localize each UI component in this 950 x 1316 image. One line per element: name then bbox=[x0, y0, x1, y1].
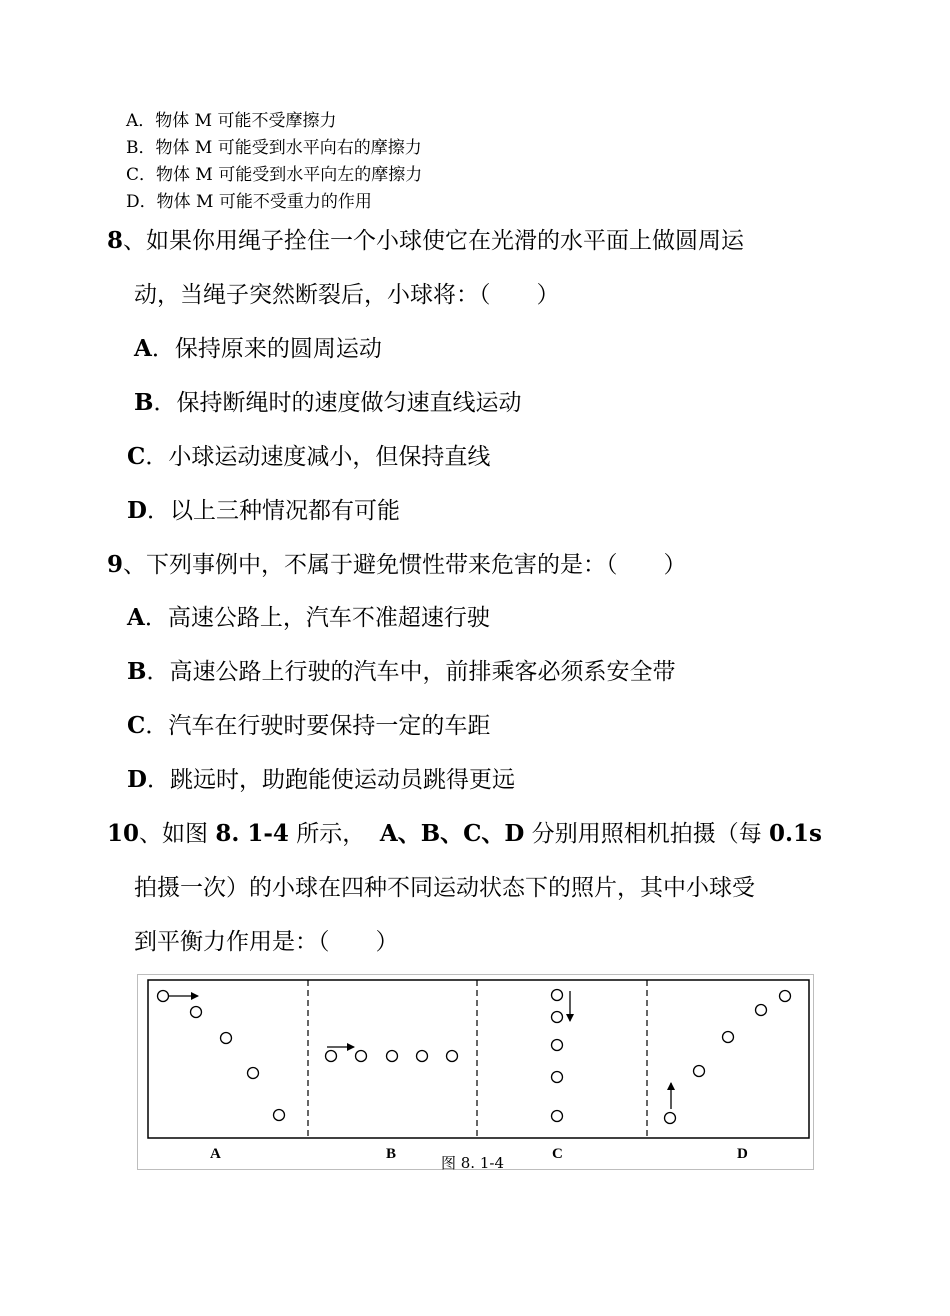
question-text: 、如果你用绳子拴住一个小球使它在光滑的水平面上做圆周运 bbox=[123, 228, 745, 254]
ball bbox=[221, 1033, 232, 1044]
q9-stem-line1 bbox=[107, 546, 687, 579]
q7-option-d bbox=[126, 187, 372, 212]
q9-option-d bbox=[127, 761, 515, 794]
ball bbox=[694, 1066, 705, 1077]
option-letter: B bbox=[126, 138, 139, 158]
option-text: ．高速公路上，汽车不准超速行驶 bbox=[144, 605, 490, 631]
interval-value: 0.1s bbox=[769, 820, 822, 847]
option-text: ．以上三种情况都有可能 bbox=[146, 498, 400, 524]
q9-option-a bbox=[127, 599, 490, 632]
panel-label-c: C bbox=[552, 1146, 563, 1162]
option-letter: C bbox=[127, 712, 146, 739]
option-letter: B bbox=[134, 389, 154, 416]
ball bbox=[552, 1072, 563, 1083]
option-text: ．物体 M 可能受到水平向左的摩擦力 bbox=[139, 165, 423, 185]
option-text: ．保持原来的圆周运动 bbox=[151, 336, 382, 362]
q8-option-c bbox=[127, 438, 490, 471]
q8-option-d bbox=[127, 492, 400, 525]
q10-stem-line2: 拍摄一次）的小球在四种不同运动状态下的照片，其中小球受 bbox=[134, 875, 755, 901]
q9-option-b bbox=[127, 653, 675, 686]
ball bbox=[723, 1032, 734, 1043]
q8-option-a bbox=[134, 330, 382, 363]
panel-c bbox=[552, 990, 571, 1122]
ball bbox=[780, 991, 791, 1002]
option-letters: A、B、C、D bbox=[379, 820, 525, 847]
question-number: 10 bbox=[107, 820, 140, 847]
option-text: ．跳远时，助跑能使运动员跳得更远 bbox=[146, 767, 515, 793]
ball bbox=[552, 1012, 563, 1023]
option-text: ．小球运动速度减小，但保持直线 bbox=[145, 444, 491, 470]
ball bbox=[191, 1007, 202, 1018]
q10-stem-line3: 到平衡力作用是：（ ） bbox=[134, 929, 399, 955]
ball bbox=[756, 1005, 767, 1016]
ball bbox=[356, 1051, 367, 1062]
ball bbox=[552, 990, 563, 1001]
question-text: 、下列事例中，不属于避免惯性带来危害的是：（ ） bbox=[123, 552, 687, 578]
question-text: 所示， bbox=[288, 821, 366, 847]
panel-label-a: A bbox=[210, 1146, 221, 1162]
option-letter: C bbox=[126, 165, 140, 185]
option-letter: A bbox=[126, 111, 139, 131]
q7-option-c bbox=[126, 160, 422, 185]
figure-caption: 图 8. 1-4 bbox=[441, 1154, 505, 1171]
option-text: ．物体 M 可能受到水平向右的摩擦力 bbox=[138, 138, 422, 158]
q8-option-b bbox=[134, 384, 521, 417]
question-number: 8 bbox=[107, 227, 124, 254]
q10-stem-line1 bbox=[107, 815, 822, 848]
panel-a bbox=[158, 991, 285, 1121]
q9-option-c bbox=[127, 707, 490, 740]
q8-stem-line2: 动，当绳子突然断裂后，小球将：（ ） bbox=[134, 282, 560, 308]
ball bbox=[158, 991, 169, 1002]
option-text: ．高速公路上行驶的汽车中，前排乘客必须系安全带 bbox=[146, 659, 676, 685]
option-letter: D bbox=[126, 192, 140, 212]
ball bbox=[417, 1051, 428, 1062]
option-letter: A bbox=[127, 604, 145, 631]
question-text: 分别用照相机拍摄（每 bbox=[524, 821, 770, 847]
ball bbox=[552, 1111, 563, 1122]
ball bbox=[447, 1051, 458, 1062]
panel-label-b: B bbox=[386, 1146, 397, 1162]
option-text: ．物体 M 可能不受摩擦力 bbox=[138, 111, 337, 131]
panel-b bbox=[326, 1047, 458, 1062]
question-number: 9 bbox=[107, 551, 124, 578]
ball bbox=[326, 1051, 337, 1062]
ball bbox=[387, 1051, 398, 1062]
ball bbox=[274, 1110, 285, 1121]
option-text: ．物体 M 可能不受重力的作用 bbox=[139, 192, 372, 212]
q8-stem-line1 bbox=[107, 222, 744, 255]
ball bbox=[248, 1068, 259, 1079]
option-letter: A bbox=[134, 335, 152, 362]
frame bbox=[148, 980, 809, 1138]
option-letter: D bbox=[127, 766, 147, 793]
option-letter: C bbox=[127, 443, 146, 470]
panel-d bbox=[665, 991, 791, 1124]
option-text: ．保持断绳时的速度做匀速直线运动 bbox=[153, 390, 522, 416]
ball bbox=[665, 1113, 676, 1124]
q7-option-a bbox=[126, 106, 337, 131]
figure-drawing bbox=[138, 975, 815, 1171]
option-text: ．汽车在行驶时要保持一定的车距 bbox=[145, 713, 491, 739]
figure-8-1-4 bbox=[137, 974, 814, 1170]
option-letter: B bbox=[127, 658, 147, 685]
option-letter: D bbox=[127, 497, 147, 524]
figure-reference: 8. 1-4 bbox=[215, 820, 289, 847]
panel-label-d: D bbox=[737, 1146, 748, 1162]
ball bbox=[552, 1040, 563, 1051]
q7-option-b bbox=[126, 133, 422, 158]
question-text: 、如图 bbox=[139, 821, 216, 847]
